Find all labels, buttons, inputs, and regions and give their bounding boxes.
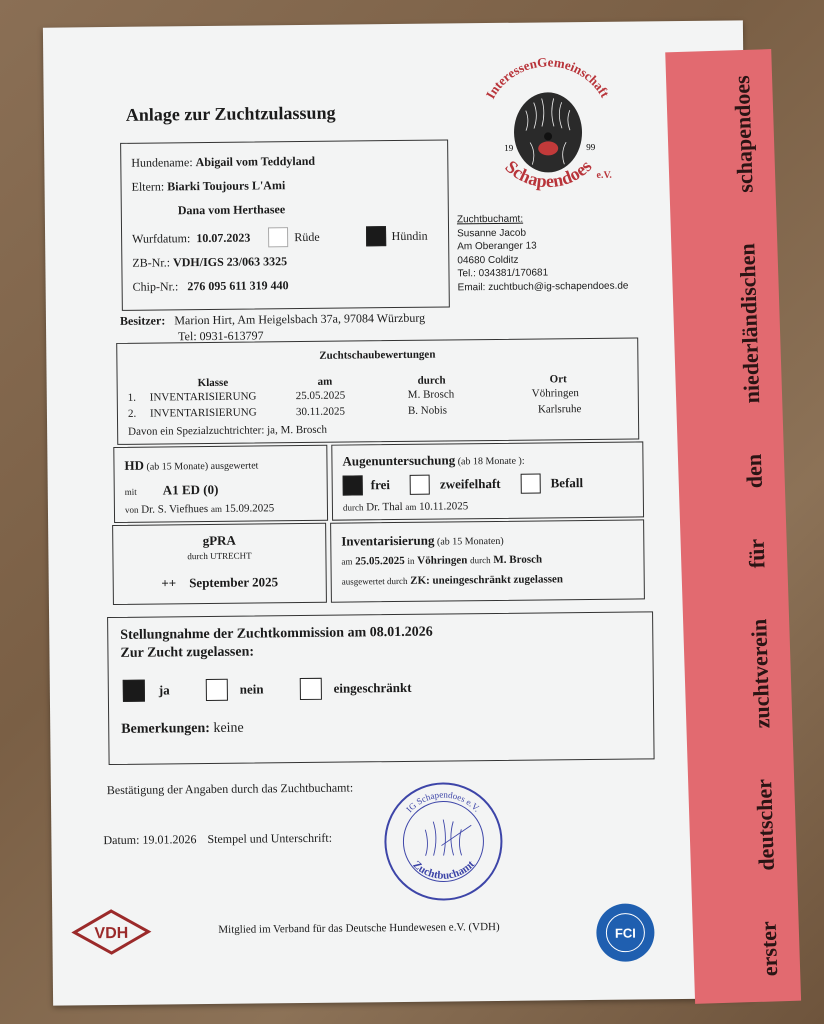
- footer-text: Mitglied im Verband für das Deutsche Hundewesen e.V. (VDH): [218, 920, 500, 936]
- signature-row: [103, 831, 332, 848]
- hd-box: [113, 445, 328, 523]
- table-row-ort: Karlsruhe: [537, 403, 582, 416]
- fci-logo-icon: [594, 901, 657, 964]
- hd-result: A1 ED (0): [162, 481, 219, 498]
- logo-top-text: InteressenGemeinschaft: [482, 54, 613, 102]
- zb-value: VDH/IGS 23/063 3325: [172, 254, 288, 270]
- shows-header-klasse: Klasse: [197, 376, 229, 390]
- eye-am: am: [405, 501, 417, 512]
- vdh-logo-text: VDH: [94, 924, 129, 943]
- male-label: Rüde: [294, 229, 320, 244]
- inventory-box: [330, 519, 645, 602]
- table-row-am: 30.11.2025: [295, 405, 346, 419]
- eye-date: 10.11.2025: [419, 500, 469, 513]
- hd-von: von: [124, 504, 139, 515]
- chip-value: 276 095 611 319 440: [187, 278, 289, 294]
- club-logo: [467, 50, 629, 202]
- logo-year-left: 19: [504, 142, 514, 153]
- inventory-in: in: [407, 555, 415, 566]
- vdh-logo-icon: [72, 909, 150, 956]
- dog-name-value: Abigail vom Teddyland: [195, 153, 316, 170]
- hd-label: HD: [124, 457, 145, 473]
- birth-row: [132, 226, 428, 249]
- zuchtbuchamt-address: [457, 212, 629, 295]
- hd-doctor: Dr. S. Viefhues: [141, 502, 209, 516]
- eye-doctor: Dr. Thal: [366, 500, 403, 514]
- eye-header: [342, 452, 524, 470]
- table-row-klasse: INVENTARISIERUNG: [149, 406, 257, 420]
- document-sheet: [43, 20, 783, 1005]
- mother-value: Dana vom Herthasee: [177, 202, 286, 218]
- zb-label: ZB-Nr.:: [132, 255, 171, 270]
- decision-options: [123, 677, 412, 702]
- inventory-result: ZK: uneingeschränkt zugelassen: [410, 573, 564, 587]
- dog-name-row: [131, 154, 315, 171]
- table-row-num: 2.: [127, 407, 137, 420]
- decision-yes-label: ja: [158, 682, 170, 698]
- band-word: erster: [755, 920, 783, 977]
- female-label: Hündin: [391, 228, 428, 243]
- fci-logo-text: FCI: [614, 925, 636, 941]
- inventory-am: am: [341, 556, 353, 567]
- band-word: niederländischen: [734, 242, 765, 404]
- female-checkbox[interactable]: [366, 226, 386, 246]
- vdh-logo: [72, 909, 150, 956]
- eye-befall-label: Befall: [550, 475, 584, 491]
- logo-year-right: 99: [586, 141, 596, 153]
- eye-doctor-row: [343, 500, 468, 513]
- official-stamp: [381, 779, 506, 904]
- svg-text:Zuchtbuchamt: [410, 858, 477, 882]
- inventory-label: Inventarisierung: [341, 532, 435, 549]
- eye-age: (ab 18 Monate ):: [457, 455, 525, 468]
- table-row-durch: M. Brosch: [407, 388, 455, 401]
- shows-header-durch: durch: [417, 374, 446, 387]
- gpra-result: ++ September 2025: [161, 574, 279, 591]
- birth-label: Wurfdatum:: [132, 230, 191, 246]
- inventory-header: [341, 532, 503, 550]
- eye-frei-label: frei: [370, 477, 391, 493]
- inventory-judge: M. Brosch: [493, 553, 543, 567]
- dog-name-label: Hundename:: [131, 155, 193, 170]
- owner-line1: Marion Hirt, Am Heigelsbach 37a, 97084 Würzburg: [174, 310, 426, 328]
- decision-title: Stellungnahme der Zuchtkommission am 08.01.2026: [120, 624, 433, 643]
- zuchtbuchamt-label: Zuchtbuchamt:: [456, 213, 524, 226]
- hd-header: [124, 456, 258, 473]
- inventory-place: Vöhringen: [417, 554, 468, 567]
- schapendoes-logo-icon: [467, 50, 629, 202]
- confirmation-text: Bestätigung der Angaben durch das Zuchtbuchamt:: [106, 780, 354, 798]
- shows-header-am: am: [317, 375, 333, 388]
- band-word: deutscher: [751, 778, 779, 872]
- table-row-ort: Vöhringen: [531, 387, 579, 400]
- confirmation-date: Datum: 19.01.2026: [103, 832, 197, 848]
- hd-doctor-row: [125, 502, 274, 516]
- band-word: den: [740, 453, 767, 489]
- hd-mit: mit: [124, 486, 137, 497]
- inventory-age: (ab 15 Monaten): [436, 535, 504, 548]
- gpra-box: [112, 523, 327, 605]
- inventory-result-row: [342, 573, 563, 587]
- logo-bottom-text: Schapendoes: [501, 155, 596, 192]
- remarks-value: keine: [213, 720, 244, 736]
- shows-title: Zuchtschaubewertungen: [319, 348, 436, 362]
- table-row-num: 1.: [127, 391, 137, 404]
- table-row-am: 25.05.2025: [295, 389, 346, 403]
- birth-value: 10.07.2023: [196, 230, 251, 245]
- gpra-by: durch UTRECHT: [187, 550, 252, 562]
- side-band: [665, 49, 801, 1004]
- gpra-label: gPRA: [202, 532, 236, 549]
- eye-frei-checkbox[interactable]: [343, 475, 363, 495]
- logo-suffix: e.V.: [596, 169, 612, 181]
- remarks-row: [121, 721, 244, 738]
- band-word: zuchtverein: [746, 618, 775, 729]
- decision-question: Zur Zucht zugelassen:: [120, 644, 255, 661]
- eye-befall-checkbox[interactable]: [520, 474, 540, 494]
- stamp-top-text: IG Schapendoes e.V.: [404, 789, 483, 815]
- table-row-durch: B. Nobis: [407, 404, 448, 417]
- zuchtbuchamt-city: 04680 Colditz: [457, 254, 519, 266]
- stamp-bottom-text: Zuchtbuchamt: [410, 858, 477, 882]
- parents-label: Eltern:: [131, 179, 165, 194]
- stamp-icon: [381, 779, 506, 904]
- inventory-evaluated: ausgewertet durch: [341, 575, 408, 587]
- hd-evaluated: ausgewertet: [210, 460, 259, 472]
- decision-no-checkbox[interactable]: [206, 679, 228, 701]
- zb-row: [132, 254, 287, 271]
- eye-zweifelhaft-label: zweifelhaft: [439, 475, 501, 492]
- band-word: für: [743, 538, 770, 569]
- inventory-date: 25.05.2025: [355, 554, 405, 568]
- hd-am: am: [210, 503, 222, 514]
- inventory-durch: durch: [470, 555, 491, 566]
- side-band-text: [688, 48, 824, 1003]
- table-row-klasse: INVENTARISIERUNG: [149, 390, 257, 404]
- parents-row: [131, 178, 285, 195]
- decision-limited-checkbox[interactable]: [299, 678, 321, 700]
- remarks-label: Bemerkungen:: [121, 720, 210, 737]
- chip-row: [133, 278, 289, 295]
- zuchtbuchamt-street: Am Oberanger 13: [457, 240, 537, 253]
- hd-result-row: [125, 481, 219, 500]
- eye-durch: durch: [342, 502, 364, 513]
- band-word: schapendoes: [729, 74, 758, 194]
- decision-box: [107, 611, 655, 765]
- shows-header-ort: Ort: [549, 373, 567, 386]
- shows-note: Davon ein Spezialzuchtrichter: ja, M. Brosch: [128, 423, 328, 438]
- eye-options: [343, 473, 584, 496]
- dog-info-box: [120, 139, 450, 310]
- hd-date: 15.09.2025: [224, 502, 275, 515]
- zuchtbuchamt-tel: Tel.: 034381/170681: [457, 267, 549, 280]
- zuchtbuchamt-email: Email: zuchtbuch@ig-schapendoes.de: [457, 280, 629, 293]
- father-value: Biarki Toujours L'Ami: [167, 178, 286, 194]
- chip-label: Chip-Nr.:: [132, 279, 179, 294]
- male-checkbox[interactable]: [268, 227, 288, 247]
- decision-yes-checkbox[interactable]: [123, 680, 145, 702]
- eye-label: Augenuntersuchung: [342, 452, 456, 469]
- eye-exam-box: [331, 441, 644, 520]
- shows-box: [116, 337, 639, 444]
- fci-logo: [594, 901, 657, 964]
- owner-line2: Tel: 0931-613797: [178, 328, 264, 344]
- inventory-details: [341, 553, 542, 567]
- eye-zweifelhaft-checkbox[interactable]: [410, 475, 430, 495]
- owner-label: Besitzer:: [119, 313, 166, 328]
- decision-limited-label: eingeschränkt: [333, 679, 412, 696]
- stamp-label: Stempel und Unterschrift:: [207, 830, 333, 847]
- zuchtbuchamt-name: Susanne Jacob: [457, 227, 527, 239]
- decision-no-label: nein: [239, 681, 264, 697]
- hd-age: (ab 15 Monate): [146, 460, 209, 473]
- document-title: Anlage zur Zuchtzulassung: [125, 102, 336, 125]
